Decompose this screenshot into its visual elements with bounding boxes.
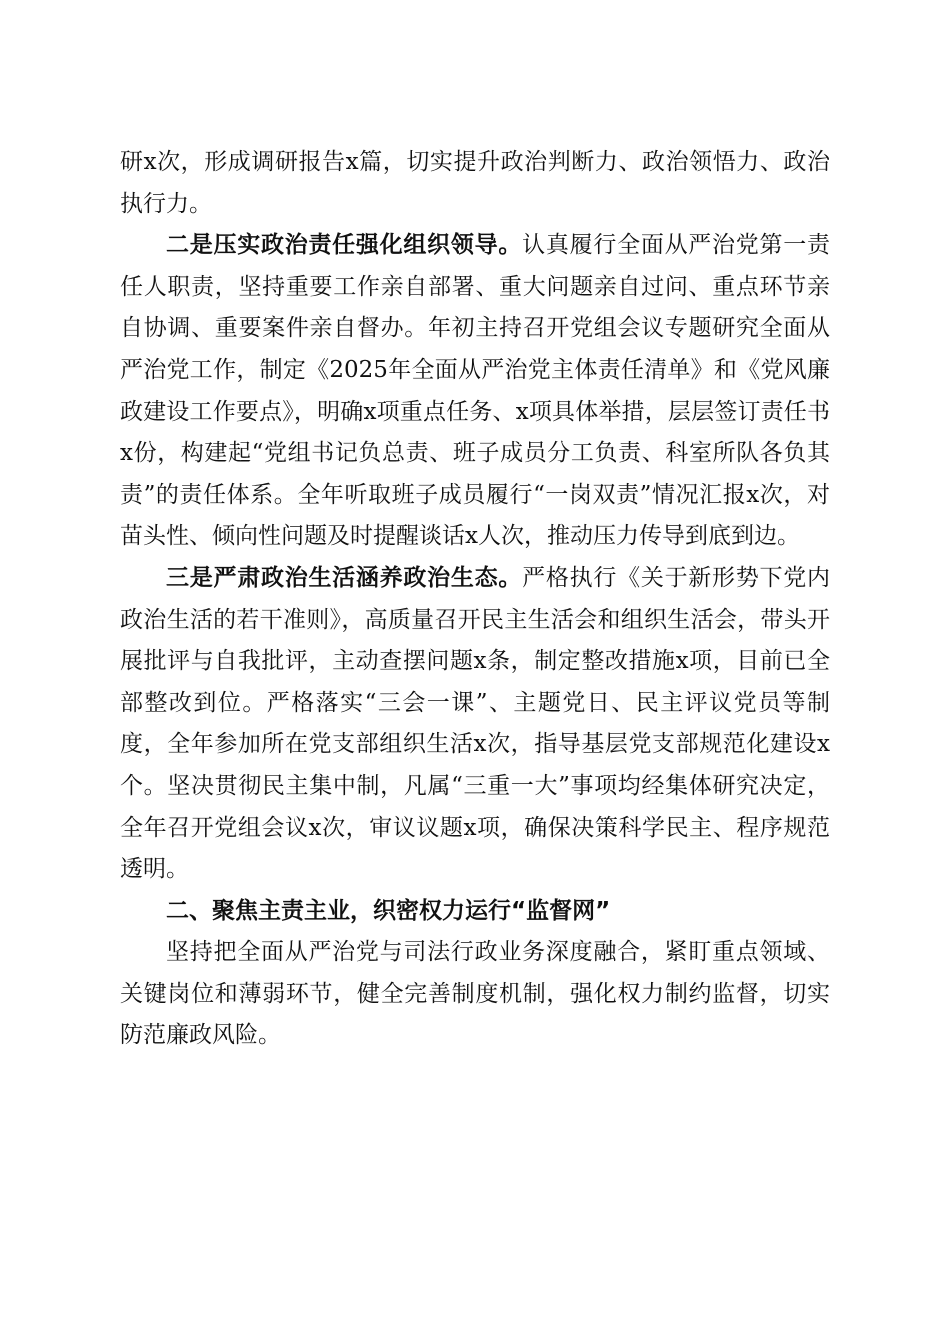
paragraph-continuation — [120, 142, 830, 225]
paragraph-text: 研x次，形成调研报告x篇，切实提升政治判断力、政治领悟力、政治执行力。 — [120, 149, 830, 217]
paragraph-text: 坚持把全面从严治党与司法行政业务深度融合，紧盯重点领域、关键岗位和薄弱环节，健全完善制度机制，强化权力制约监督，切实防范廉政风险。 — [120, 939, 830, 1049]
paragraph-text: 严格执行《关于新形势下党内政治生活的若干准则》，高质量召开民主生活会和组织生活会，带头开展批评与自我批评，主动查摆问题x条，制定整改措施x项，目前已全部整改到位。严格落实“三会一课”、主题党日、民主评议党员等制度，全年参加所在党支部组织生活x次，指导基层党支部规范化建设x个。坚决贯彻民主集中制，凡属“三重一大”事项均经集体研究决定，全年召开党组会议x次，审议议题x项，确保决策科学民主、程序规范透明。 — [120, 564, 831, 883]
paragraph-supervision-intro — [120, 932, 830, 1057]
paragraph-political-responsibility — [120, 225, 830, 558]
paragraph-lead: 三是严肃政治生活涵养政治生态。 — [166, 564, 523, 591]
paragraph-political-life — [120, 558, 830, 891]
paragraph-lead: 二是压实政治责任强化组织领导。 — [166, 232, 523, 259]
document-page — [120, 142, 830, 1057]
paragraph-text: 认真履行全面从严治党第一责任人职责，坚持重要工作亲自部署、重大问题亲自过问、重点环节亲自协调、重要案件亲自督办。年初主持召开党组会议专题研究全面从严治党工作，制定《2025年全面从严治党主体责任清单》和《党风廉政建设工作要点》，明确x项重点任务、x项具体举措，层层签订责任书x份，构建起“党组书记负总责、班子成员分工负责、科室所队各负其责”的责任体系。全年听取班子成员履行“一岗双责”情况汇报x次，对苗头性、倾向性问题及时提醒谈话x人次，推动压力传导到底到边。 — [120, 232, 831, 550]
section-heading: 二、聚焦主责主业，织密权力运行“监督网” — [166, 897, 611, 924]
